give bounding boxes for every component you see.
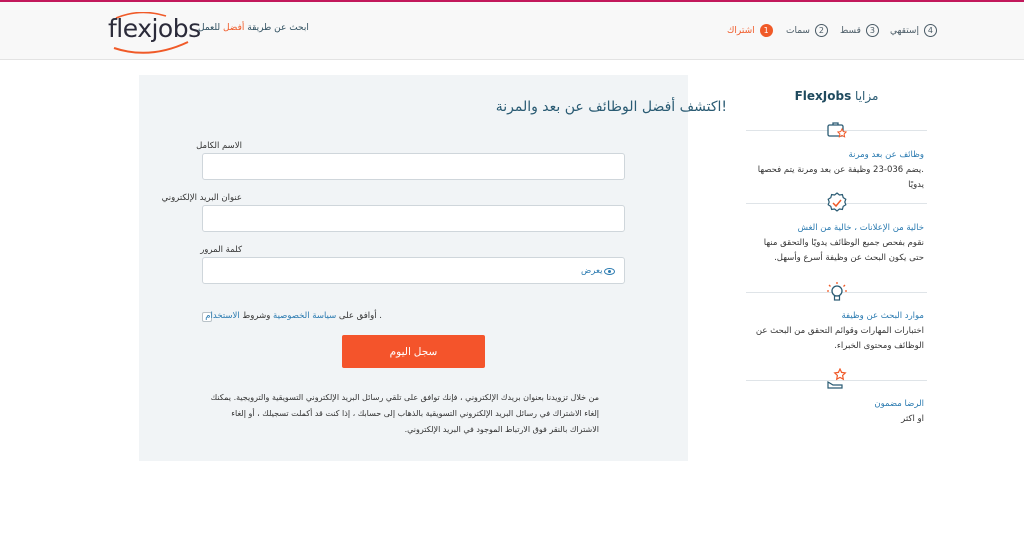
password-input[interactable] xyxy=(202,257,625,284)
satisfaction-star-icon xyxy=(826,368,848,390)
email-label: عنوان البريد الإلكتروني xyxy=(161,193,242,203)
benefit-title-satisfaction: الرضا مضمون xyxy=(874,399,924,409)
step-payment: 3 قسط xyxy=(840,24,879,37)
step-finish: 4 إستقهي xyxy=(890,24,937,37)
email-input[interactable] xyxy=(202,205,625,232)
benefits-title: مزايا FlexJobs xyxy=(794,89,879,103)
marketing-disclaimer: من خلال تزويدنا بعنوان بريدك الإلكتروني ، فإنك توافق على تلقي رسائل البريد الإلكتروني التسويقية والترويجية. يمكنك إلغاء الاشتراك في رسائل البريد الإلكتروني التسويقية بالذهاب إلى حسابك ، إذا كنت قد أكملت تسجيلك ، أو إلغاء الاشتراك بالنقر فوق الارتباط الموجود في البريد الإلكتروني. xyxy=(210,393,599,434)
eye-icon xyxy=(604,268,615,275)
privacy-policy-link[interactable]: سياسة الخصوصية xyxy=(273,311,337,321)
benefit-title-remote-jobs: وظائف عن بعد ومرنة xyxy=(848,150,924,160)
flexjobs-logo[interactable] xyxy=(108,12,201,52)
site-header xyxy=(0,2,1024,60)
step-subscribe: 1 اشتراك xyxy=(727,24,773,37)
terms-of-use-link[interactable]: الاستخدام xyxy=(205,311,240,321)
benefit-desc-remote-jobs: .يضم 036-23 وظيفة عن بعد ومرنة يتم فحصها يدويًا xyxy=(757,165,924,190)
step-attributes: 2 سمات xyxy=(786,24,828,37)
briefcase-star-icon xyxy=(826,119,848,141)
benefit-desc-ad-free: نقوم بفحص جميع الوظائف يدويًا والتحقق منها حتى يكون البحث عن وظيفة أسرع وأسهل. xyxy=(763,238,924,263)
password-label: كلمة المرور xyxy=(200,245,242,255)
verified-badge-icon xyxy=(826,192,848,214)
agree-text: . أوافق على سياسة الخصوصية وشروط الاستخدام xyxy=(205,311,382,321)
form-title: !اكتشف أفضل الوظائف عن بعد والمرنة xyxy=(495,99,727,115)
full-name-input[interactable] xyxy=(202,153,625,180)
lightbulb-icon xyxy=(826,281,848,303)
benefit-desc-resources: اختبارات المهارات وقوائم التحقق من البحث عن الوظائف ومحتوى الخبراء. xyxy=(755,326,924,351)
benefit-desc-satisfaction: او اكثر xyxy=(901,414,924,424)
benefit-title-resources: موارد البحث عن وظيفة xyxy=(841,311,924,321)
benefit-title-ad-free: خالية من الإعلانات ، خالية من الغش xyxy=(797,223,924,233)
tagline: ابحث عن طريقة أفضل للعمل xyxy=(198,23,309,33)
show-password-toggle[interactable]: يعرض xyxy=(581,266,615,276)
full-name-label: الاسم الكامل xyxy=(196,141,242,151)
logo-text: flexjobs xyxy=(108,14,201,43)
signup-button[interactable]: سجل اليوم xyxy=(342,335,485,368)
